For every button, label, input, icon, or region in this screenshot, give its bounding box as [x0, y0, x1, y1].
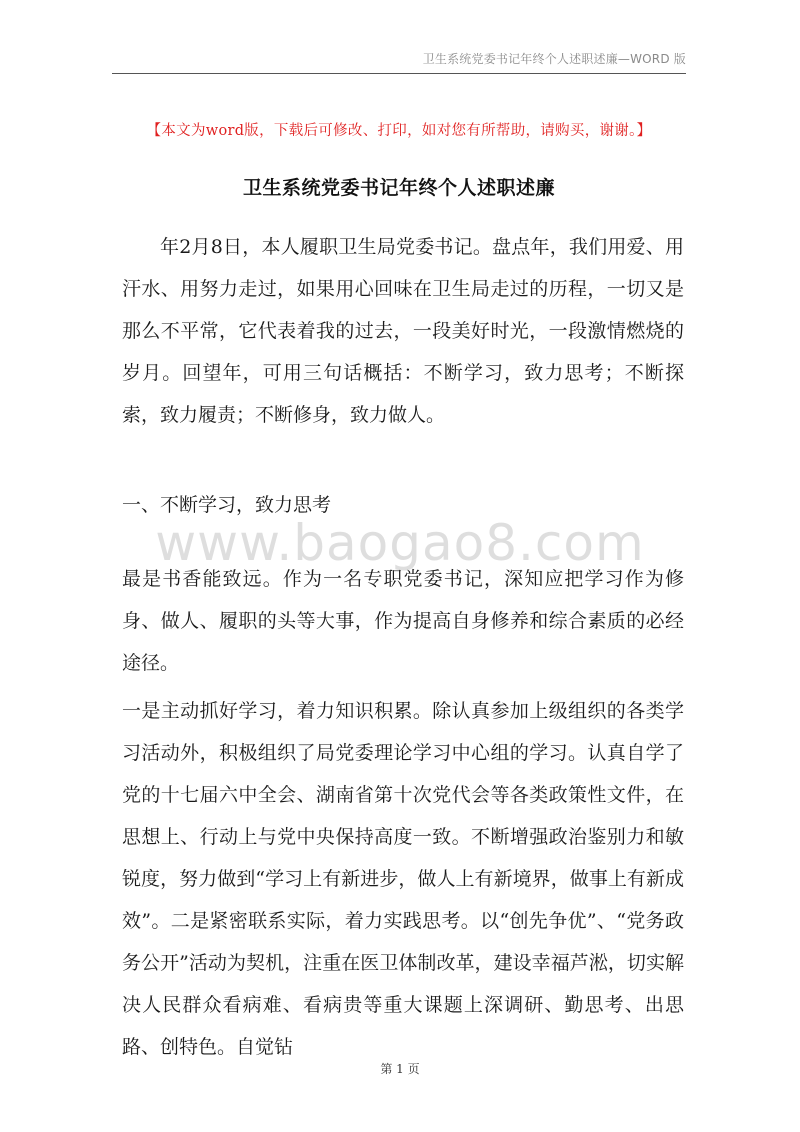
purchase-notice: 【本文为word版，下载后可修改、打印，如对您有所帮助，请购买，谢谢。】 — [146, 123, 652, 139]
page-number: 第 1 页 — [380, 1062, 420, 1076]
watermark: www.baogao8.com — [155, 514, 645, 572]
paragraph: 一是主动抓好学习，着力知识积累。除认真参加上级组织的各类学习活动外，积极组织了局党委理论学习中心组的学习。认真自学了党的十七届六中全会、湖南省第十次党代会等各类政策性文件，在思想上、行动上与党中央保持高度一致。不断增强政治鉴别力和敏锐度，努力做到“学习上有新进步，做人上有新境界，做事上有新成效”。二是紧密联系实际，着力实践思考。以“创先争优”、“党务政务公开”活动为契机，注重在医卫体制改革，建设幸福芦淞，切实解决人民群众看病难、看病贵等重大课题上深调研、勤思考、出思路、创特色。自觉钻 — [122, 700, 684, 1058]
running-header: 卫生系统党委书记年终个人述职述廉—WORD 版 — [422, 52, 686, 66]
header-divider — [112, 73, 686, 74]
section-heading: 一、不断学习，致力思考 — [122, 494, 332, 516]
document-title: 卫生系统党委书记年终个人述职述廉 — [242, 177, 555, 199]
intro-paragraph: 年2月8日，本人履职卫生局党委书记。盘点年，我们用爱、用汗水、用努力走过，如果用心回味在卫生局走过的历程，一切又是那么不平常，它代表着我的过去，一段美好时光，一段激情燃烧的岁月。回望年，可用三句话概括：不断学习，致力思考；不断探索，致力履责；不断修身，致力做人。 — [122, 236, 684, 426]
paragraph: 最是书香能致远。作为一名专职党委书记，深知应把学习作为修身、做人、履职的头等大事，作为提高自身修养和综合素质的必经途径。 — [122, 568, 684, 674]
